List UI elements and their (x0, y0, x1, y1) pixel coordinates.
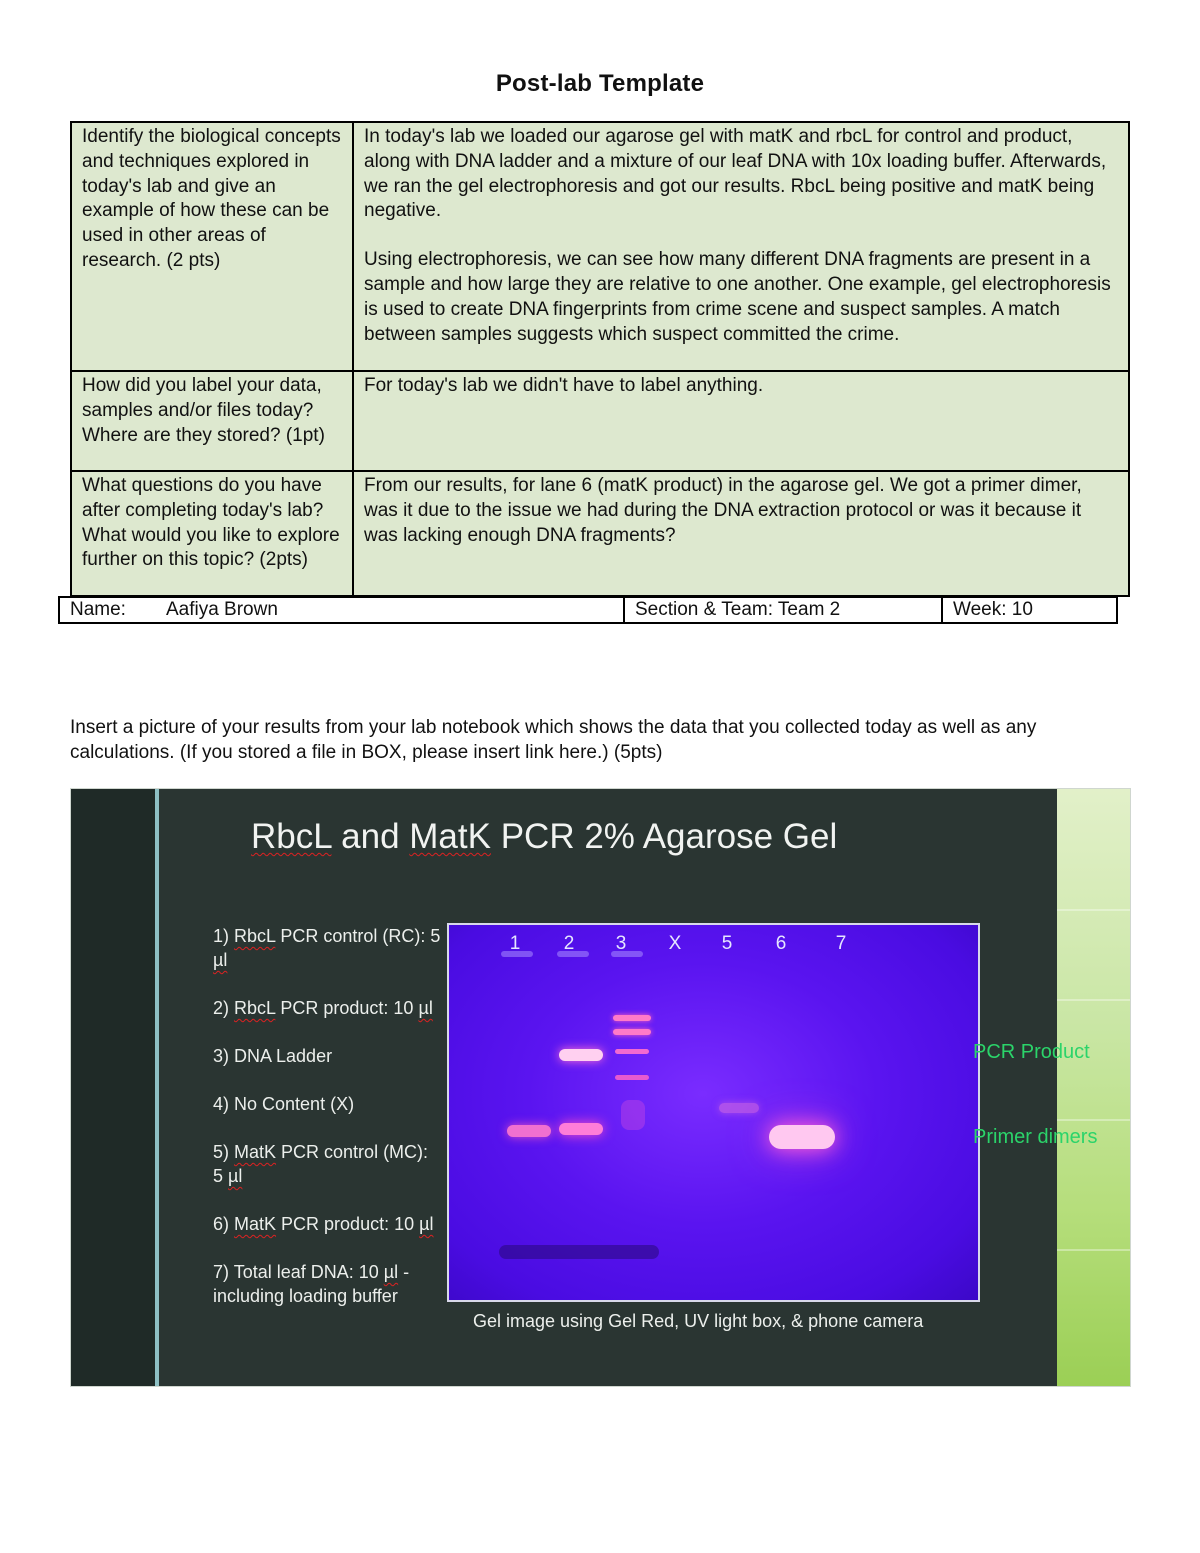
legend-item-number: 7) (213, 1262, 234, 1282)
legend-item-text: DNA Ladder (234, 1046, 333, 1066)
legend-item-number: 5) (213, 1142, 235, 1162)
legend-item (213, 1260, 443, 1308)
legend-item-unit: µl (383, 1262, 399, 1282)
student-info-table (58, 596, 1118, 624)
legend-item-term: MatK (234, 1214, 277, 1234)
legend-item (213, 924, 443, 972)
question-text: How did you label your data, samples and/or files today? Where are they stored? (1pt) (82, 375, 325, 446)
legend-item-number: 6) (213, 1214, 235, 1234)
question-cell (71, 371, 353, 471)
legend-item-text: PCR control (RC): 5 (275, 926, 441, 946)
lane-label: 1 (509, 933, 521, 954)
question-cell (71, 471, 353, 596)
lane-label: 2 (563, 933, 575, 954)
lane-legend (213, 924, 443, 1332)
question-cell (71, 122, 353, 371)
table-row (71, 122, 1129, 371)
question-answer-table (70, 121, 1130, 597)
legend-item-number: 1) (213, 926, 235, 946)
answer-paragraph: For today's lab we didn't have to label anything. (364, 375, 764, 396)
annotation-pcr-product: PCR Product (973, 1041, 1090, 1063)
lane-label: X (668, 933, 682, 954)
legend-item-term: RbcL (234, 926, 276, 946)
results-slide-image (70, 788, 1131, 1387)
week-text: Week: 10 (953, 599, 1033, 620)
legend-item (213, 1092, 443, 1116)
answer-paragraph: From our results, for lane 6 (matK product) in the agarose gel. We got a primer dimer, was it due to the issue we had during the DNA extraction protocol or was it because it was lacking enough DNA fragments? (364, 475, 1088, 546)
legend-item-unit: µl (228, 1166, 243, 1186)
lane-label: 3 (615, 933, 627, 954)
name-label: Name: (70, 599, 126, 620)
slide-title: RbcL and MatK PCR 2% Agarose Gel (251, 817, 838, 856)
slide-title-rbcl: RbcL (251, 817, 332, 856)
answer-paragraph: In today's lab we loaded our agarose gel with matK and rbcL for control and product, along with DNA ladder and a mixture of our leaf DNA with 10x loading buffer. Afterwards, we ran the gel electrophoresis and got our results. RbcL being positive and matK being negative. (364, 126, 1112, 222)
week-cell[interactable] (942, 597, 1117, 623)
lane-label: 7 (835, 933, 847, 954)
answer-cell[interactable] (353, 371, 1129, 471)
legend-item-number: 3) (213, 1046, 235, 1066)
table-row (71, 371, 1129, 471)
legend-item-number: 4) (213, 1094, 235, 1114)
legend-item-tail: - including loading buffer (213, 1262, 410, 1306)
legend-item-unit: µl (419, 1214, 434, 1234)
slide-decorative-art (1057, 789, 1130, 1386)
annotation-primer-dimers: Primer dimers (973, 1126, 1098, 1148)
name-value: Aafiya Brown (165, 599, 278, 620)
legend-item-unit: µl (418, 998, 433, 1018)
instructions-text: Insert a picture of your results from your lab notebook which shows the data that you collected today as well as any calculations. (If you stored a file in BOX, please insert link here.) (5pts) (70, 717, 1037, 763)
question-text: Identify the biological concepts and techniques explored in today's lab and give an example of how these can be used in other areas of research. (2 pts) (82, 126, 341, 271)
table-row (71, 471, 1129, 596)
lane-label: 6 (775, 933, 787, 954)
legend-item (213, 1044, 443, 1068)
legend-item-text: PCR product: 10 (275, 998, 419, 1018)
gel-caption: Gel image using Gel Red, UV light box, & phone camera (473, 1311, 924, 1331)
legend-item-text: PCR control (MC): 5 (213, 1142, 429, 1186)
legend-item-number: 2) (213, 998, 235, 1018)
page-title: Post-lab Template (495, 70, 705, 97)
table-row (59, 597, 1117, 623)
name-cell[interactable] (59, 597, 624, 623)
lane-label: 5 (721, 933, 733, 954)
legend-item (213, 1140, 443, 1188)
answer-cell[interactable] (353, 122, 1129, 371)
gel-image (447, 923, 980, 1302)
legend-item-text: PCR product: 10 (276, 1214, 420, 1234)
section-team-text: Section & Team: Team 2 (635, 599, 841, 620)
answer-cell[interactable] (353, 471, 1129, 596)
legend-item-unit: µl (213, 950, 228, 970)
slide-title-matk: MatK (409, 817, 491, 856)
legend-item (213, 996, 443, 1020)
legend-item-text: Total leaf DNA: 10 (233, 1262, 384, 1282)
legend-item (213, 1212, 443, 1236)
section-team-cell[interactable] (624, 597, 942, 623)
legend-item-term: RbcL (234, 998, 276, 1018)
legend-item-term: MatK (234, 1142, 277, 1162)
answer-paragraph: Using electrophoresis, we can see how many different DNA fragments are present in a sample and how large they are relative to one another. One example, gel electrophoresis is used to create DNA fingerprints from crime scene and suspect samples. A match between samples suggests which suspect committed the crime. (364, 249, 1117, 345)
legend-item-text: No Content (X) (234, 1094, 355, 1114)
slide-accent-line (155, 789, 159, 1386)
slide-left-band (71, 789, 155, 1386)
question-text: What questions do you have after completing today's lab? What would you like to explore further on this topic? (2pts) (82, 475, 340, 571)
